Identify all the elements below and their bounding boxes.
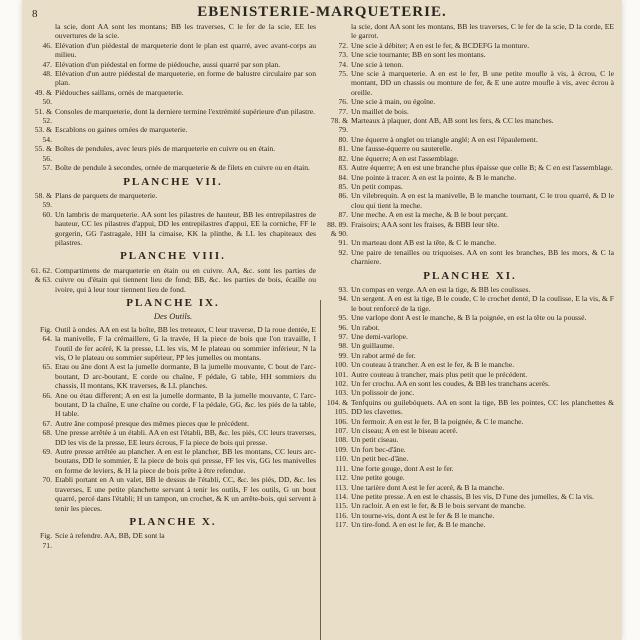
document-page [22, 0, 622, 640]
entry-text: Un sergent. A en est la tige, B le coude, C le crochet denté, D la coulisse, E la vis, & F le bout renforcé de la tige. [351, 294, 614, 313]
entry [326, 144, 614, 153]
page-number: 8 [32, 8, 38, 20]
entry [326, 323, 614, 332]
entry [326, 379, 614, 388]
entry-text: Une fausse-équerre ou sauterelle. [351, 144, 453, 154]
entry-number: 49. & 50. [34, 87, 52, 107]
entry-text: Un fermoir. A en est le fer, B la poignée, & C le manche. [351, 416, 524, 426]
entry-number: 113. [334, 482, 348, 492]
entry [326, 492, 614, 501]
plate-vii-list [30, 191, 316, 247]
entry-number: 85. [338, 181, 348, 191]
entry [30, 191, 316, 210]
entry [326, 473, 614, 482]
entry-text: Un petit ciseau. [351, 435, 399, 445]
entry [326, 464, 614, 473]
entry-text: Piédouches saillans, ornés de marqueterie. [55, 87, 184, 97]
entry-number: 91. [338, 238, 348, 248]
entry-number: 103. [334, 388, 348, 398]
plate-viii-list [30, 266, 316, 294]
entry-text: Un rabot armé de fer. [351, 350, 416, 360]
entry-text: Etabli portant en A un valet, BB le dessus de l'établi, CC, &c. les piés, DD, &c. les traverses, E une petite planchette servant à tenir les outils, F les outils, G un bout quarré, percé dans l'établi; H un tampon, un crochet, & K un arrête-bois, qui servent à tenir les pieces. [55, 475, 316, 513]
entry [326, 511, 614, 520]
plate-x-heading: PLANCHE X. [129, 515, 217, 528]
entry-number [30, 22, 55, 41]
entry-number: 70. [42, 475, 52, 485]
entry [326, 435, 614, 444]
entry-number: 102. [334, 379, 348, 389]
entry-text: Un ciseau; A en est le biseau aceré. [351, 426, 458, 436]
entry-number: 78. & 79. [330, 116, 348, 135]
entry-text: Un maillet de bois. [351, 106, 409, 116]
entry [326, 163, 614, 172]
entry [326, 173, 614, 182]
entry-number: 106. [334, 416, 348, 426]
entry [326, 22, 614, 41]
entry [30, 475, 316, 513]
entry [30, 210, 316, 248]
entry-text: Boîte de pendule à secondes, ornée de marqueterie & de filets en cuivre ou en étain. [55, 163, 310, 173]
entry-number: 100. [334, 360, 348, 370]
entry-number: 75. [338, 69, 348, 79]
entry-text: Fraisoirs; AAA sont les fraises, & BBB leur tête. [351, 219, 500, 229]
entry-text: Une petite presse. A en est le chassis, B les vis, D l'une des jumelles, & C la vis. [351, 491, 594, 501]
entry-text: Escablons ou gaines ornées de marqueterie. [55, 125, 188, 135]
entry [326, 351, 614, 360]
entry-text: Une scie à marqueterie. A en est le fer, B une petite moufle à vis, à écrou, C le montant, DD un chassis ou monture de fer, & E une autre moufle à vis, avec écrou à oreille. [351, 69, 614, 97]
entry-number: 92. [338, 247, 348, 257]
entry-number: 94. [338, 294, 348, 304]
entry [326, 238, 614, 247]
entry-text: Ane ou étau different; A en est la jumelle dormante, B la jumelle mouvante, C l'arc-boutant, D la chaîne, E une chaîne ou corde, F la pédale, GG, &c. les piés de la table, H table. [55, 390, 316, 419]
entry-text: Compartimens de marqueterie en étain ou en cuivre. AA, &c. sont les parties de cuivre ou d'étain qui tiennent lieu de fond; BB, &c. les parties de bois, écaille ou ivoire, qui à leur tour tiennent lieu de fond. [55, 265, 316, 294]
entry-number: 68. [42, 428, 52, 438]
entry-text: Un rabot. [351, 322, 380, 332]
entry-text: Autre couteau à trancher, mais plus petit que le précédent. [351, 369, 528, 379]
entry-text: Tenfquins ou guilebóquets. AA en sont la tige, BB les pointes, CC les planchettes & DD les clavettes. [351, 397, 614, 417]
entry-number: 58. & 59. [34, 190, 52, 210]
entry-text: Un guillaume. [351, 341, 395, 351]
entry [326, 135, 614, 144]
entry-number: 60. [42, 209, 52, 219]
entry [326, 248, 614, 267]
entry-number: 61. 62. & 63. [31, 265, 52, 285]
entry [326, 154, 614, 163]
entry-number: 74. [338, 59, 348, 69]
entry [326, 341, 614, 350]
entry [326, 520, 614, 529]
entry-number: 107. [334, 426, 348, 436]
entry [326, 41, 614, 50]
entry [326, 417, 614, 426]
entry-text: Autre équerre; A en est une branche plus épaisse que celle B; & C en est l'assemblage. [351, 163, 613, 173]
entry-text: Autre âne composé presque des mêmes pieces que le précédent. [55, 418, 249, 428]
entry-text: Une presse arrêtée à un établi. AA en est l'établi, BB, &c. les piés, CC leurs traverses, DD les vis de la presse, EE leurs écrous, F la piece de bois qui presse. [55, 428, 316, 447]
entry-number: 55. & 56. [34, 144, 52, 163]
column-divider [320, 300, 321, 640]
entry [30, 69, 316, 88]
entry-number: 83. [338, 163, 348, 173]
entry-number: 115. [334, 501, 348, 511]
entry [326, 50, 614, 59]
entry-number: Fig. 71. [39, 531, 52, 550]
plate-vii-heading: PLANCHE VII. [123, 175, 223, 188]
entry-number: 76. [338, 97, 348, 107]
entry-text: Un fer crochu. AA en sont les coudes, & BB les tranchans acerés. [351, 379, 550, 389]
entry-number: 48. [42, 69, 52, 79]
entry [30, 22, 316, 41]
entry-text: Un polissoir de jonc. [351, 388, 415, 398]
entry-number: 82. [338, 153, 348, 163]
entry-number: 87. [338, 210, 348, 220]
entry-number: 84. [338, 172, 348, 182]
entry-number: 99. [338, 350, 348, 360]
entry-text: Une scie à main, ou égoïne. [351, 97, 436, 107]
entry-text: Une petite gouge. [351, 473, 405, 483]
entry [326, 398, 614, 417]
entry [326, 313, 614, 322]
entry-number: Fig. 64. [39, 324, 52, 344]
entry [30, 163, 316, 172]
entry-number: 112. [334, 473, 348, 483]
entry-text: Un marteau dont AB est la tête, & C le manche. [351, 238, 497, 248]
entry [326, 483, 614, 492]
entry-number: 73. [338, 50, 348, 60]
entry [326, 69, 614, 97]
entry-text: la scie, dont AA sont les montans, BB les traverses, C le fer de la scie, D la corde, EE le garrot. [351, 22, 614, 41]
entry [30, 144, 316, 163]
right-before-list [326, 22, 614, 267]
plate-ix-subheading: Des Outils. [153, 311, 193, 322]
entry-number: 86. [338, 191, 348, 201]
entry [326, 191, 614, 210]
entry [30, 60, 316, 69]
entry-number: 109. [334, 444, 348, 454]
entry-text: Autre presse arrêtée au plancher. A en est le plancher, BB les montans, CC leurs arc-boutans, DD le sommier, E la piece de bois qui presse, FF les vis, GG les manivelles en forme de leviers, & H la piece de bois prête à être refendue. [55, 447, 316, 475]
entry-number: 117. [334, 520, 348, 530]
entry [30, 391, 316, 419]
entry-text: Une tarière dont A est le fer aceré, & B la manche. [351, 482, 505, 492]
entry [30, 107, 316, 126]
entry-number: 72. [338, 40, 348, 50]
entry-text: Un fort bec-d'âne. [351, 444, 406, 454]
entry-number: 66. [42, 390, 52, 400]
entry-number: 108. [334, 435, 348, 445]
entry [30, 531, 316, 550]
entry-number: 80. [338, 134, 348, 144]
entry-number: 65. [42, 362, 52, 372]
entry-number: 69. [42, 447, 52, 457]
entry [326, 370, 614, 379]
entry-text: Boîtes de pendules, avec leurs piés de marqueterie en cuivre ou en étain. [55, 144, 276, 154]
entry-number: 77. [338, 106, 348, 116]
entry [326, 360, 614, 369]
plate-viii-heading: PLANCHE VIII. [120, 250, 226, 263]
entry-number: 114. [334, 491, 348, 501]
entry-text: Une équerre; A en est l'assemblage. [351, 153, 459, 163]
entry-text: Une varlope dont A est le manche, & B la poignée, en est la tête ou la poussé. [351, 313, 587, 323]
entry-text: Une meche. A en est la meche, & B le bout perçant. [351, 210, 508, 220]
entry [326, 445, 614, 454]
entry-text: Une équerre à onglet ou triangle anglé; A en est l'épaulement. [351, 134, 538, 144]
entry-number: 116. [334, 510, 348, 520]
entry-text: Un vilebrequin. A en est la manivelle, B le manche tournant, C le trou quarré, & D le clou qui tient la meche. [351, 191, 614, 210]
entry-text: Un petit compas. [351, 181, 403, 191]
entry-number: 67. [42, 418, 52, 428]
running-head: EBENISTERIE-MARQUETERIE. [197, 4, 447, 20]
entry [326, 116, 614, 135]
plate-ix-heading: PLANCHE IX. [126, 296, 220, 309]
entry-number: 57. [42, 163, 52, 173]
entry [30, 88, 316, 107]
entry-number: 98. [338, 341, 348, 351]
entry-text: Une pointe à tracer. A en est la pointe, & B le manche. [351, 172, 517, 182]
entry-text: Elévation d'un autre piédestal de marqueterie, en forme de balustre circulaire par son plan. [55, 69, 316, 88]
entry [30, 325, 316, 363]
entry [326, 388, 614, 397]
entry [326, 220, 614, 239]
entry [30, 266, 316, 294]
entry-text: Une scie à tenon. [351, 59, 404, 69]
entry-text: Une scie à débiter; A en est le fer, & BCDEFG la monture. [351, 40, 530, 50]
entry-text: Outil à ondes. AA en est la boîte, BB les treteaux, C leur traverse, D la roue dentée, E la manivelle, F la crémaillere, G la travée, H la piece de bois que l'on travaille, I l'outil de fer acéré, K la presse, LL les vis, M le plateau ou sommier inférieur, N la vis, O le plateau ou sommier supérieur, PP les jumelles ou montans. [55, 324, 316, 362]
entry-number: 46. [42, 40, 52, 50]
left-column [30, 22, 316, 550]
entry [30, 362, 316, 390]
entry [326, 332, 614, 341]
entry [326, 285, 614, 294]
entry-text: la scie, dont AA sont les montans; BB les traverses, C le fer de la scie, EE les ouvertures de la scie. [55, 22, 316, 41]
entry [326, 60, 614, 69]
entry-number [326, 22, 351, 41]
entry-number: 110. [334, 454, 348, 464]
entry [30, 125, 316, 144]
entry-number: 101. [334, 369, 348, 379]
entry [30, 428, 316, 447]
entry-text: Une paire de tenailles ou triquoises. AA en sont les branches, BB les mors, & C la charniere. [351, 247, 614, 267]
entry-text: Plans de parquets de marqueterie. [55, 190, 158, 200]
plate-ix-list [30, 325, 316, 513]
entry-number: 88. 89. & 90. [327, 219, 348, 238]
entry-number: 51. & 52. [34, 106, 52, 126]
entry-text: Un couteau à trancher. A en est le fer, & B le manche. [351, 360, 515, 370]
entry [326, 107, 614, 116]
entry-text: Un tire-fond. A en est le fer, & B le manche. [351, 520, 486, 530]
entry [30, 419, 316, 428]
entry [30, 447, 316, 475]
right-column [326, 22, 614, 530]
plate-x-list [30, 531, 316, 550]
plate-xi-list [326, 285, 614, 530]
left-before-list [30, 22, 316, 173]
entry-text: Consoles de marqueterie, dont la derniere termine l'extrémité supérieure d'un pilastre. [55, 106, 315, 116]
entry-text: Une scie tournante; BB en sont les montans. [351, 50, 486, 60]
entry-number: 111. [335, 463, 348, 473]
entry-number: 95. [338, 313, 348, 323]
entry-number: 47. [42, 59, 52, 69]
entry-text: Scie à refendre. AA, BB, DE sont la [55, 531, 165, 541]
entry-text: Une demi-varlope. [351, 332, 408, 341]
entry-text: Elévation d'un piédestal de marqueterie dont le plan est quarré, avec avant-corps au milieu. [55, 40, 316, 60]
entry-text: Un compas en verge. AA en est la tige, & BB les coulisses. [351, 284, 531, 294]
entry-text: Une forte gouge, dont A est le fer. [351, 463, 454, 473]
entry [326, 501, 614, 510]
plate-xi-heading: PLANCHE XI. [423, 269, 517, 282]
entry-text: Un petit bec-d'âne. [351, 454, 409, 464]
entry-text: Un racloir. A en est le fer, & B le bois servant de manche. [351, 501, 526, 511]
entry-text: Etau ou âne dont A est la jumelle dormante, B la jumelle mouvante, C bout de l'arc-boutant, D arc-boutant, E corde ou chaîne, F pédale, G table, HH sommiers du chassis, II montans, KK traverses, & LL planches. [55, 362, 316, 391]
entry-text: Elévation d'un piédestal en forme de piédouche, aussi quarré par son plan. [55, 59, 281, 69]
entry-number: 97. [338, 332, 348, 341]
entry-number: 96. [338, 322, 348, 332]
entry-number: 104. & 105. [326, 397, 348, 417]
entry-text: Marteaux à plaquer, dont AB, AB sont les fers, & CC les manches. [351, 116, 554, 126]
entry-number: 93. [338, 284, 348, 294]
entry [326, 182, 614, 191]
entry [326, 426, 614, 435]
entry [326, 210, 614, 219]
entry-number: 81. [338, 144, 348, 154]
entry-text: Un lambris de marqueterie. AA sont les pilastres de hauteur, BB les entrepilastres de hauteur, CC les pilastres d'appui, DD les entrepilastres d'appui, EE la corniche, FF le gorgerin, GG l'astragale, HH la cimaise, KK la plinthe, & LL les chapiteaux des pilastres. [55, 209, 316, 247]
entry [326, 97, 614, 106]
entry [326, 454, 614, 463]
entry-number: 53. & 54. [34, 125, 52, 144]
entry [326, 294, 614, 313]
entry [30, 41, 316, 60]
entry-text: Un tourne-vis, dont A est le fer & B le manche. [351, 510, 495, 520]
